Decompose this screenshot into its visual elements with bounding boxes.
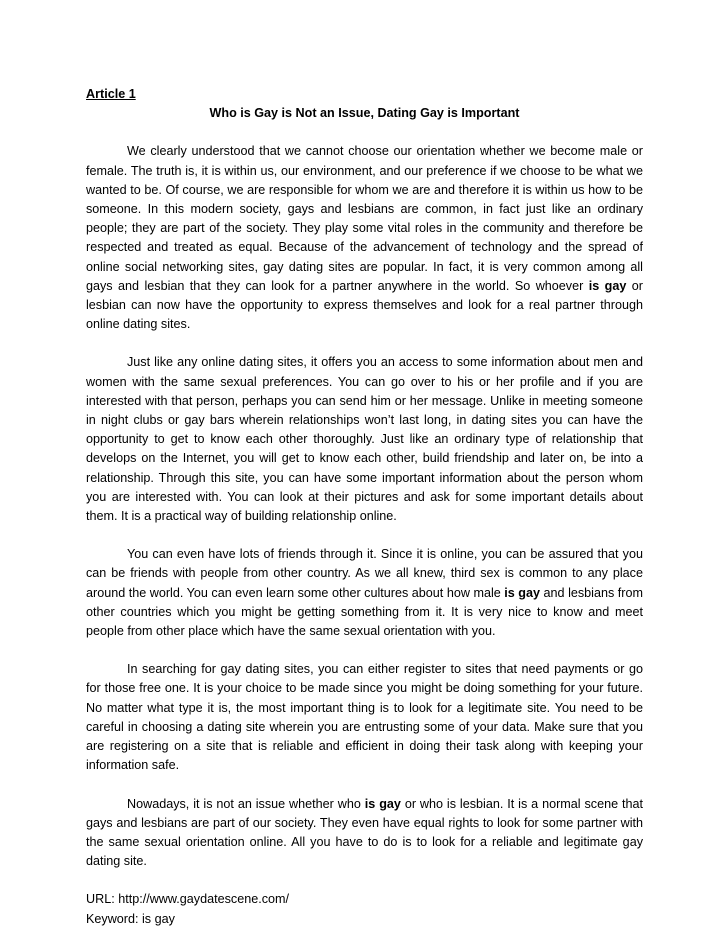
- keyword-highlight: is gay: [504, 585, 541, 600]
- paragraph-4: In searching for gay dating sites, you can either register to sites that need payments or go for those free one. It is your choice to be made since you might be doing something for your future. No matter what type it is, the most important thing is to look for a legitimate site. You need to be careful in choosing a dating site wherein you are entrusting some of your data. Make sure that you are registering on a site that is reliable and efficient in doing their task along with keeping your information safe.: [86, 662, 643, 773]
- keyword-highlight: is gay: [588, 278, 627, 293]
- keyword-line: Keyword: is gay: [86, 911, 175, 926]
- keyword-highlight: is gay: [364, 796, 401, 811]
- paragraph-3: [86, 545, 643, 641]
- paragraph-text: or lesbian can now have the opportunity to express themselves and look for a real partner through online dating sites.: [86, 278, 644, 332]
- paragraph-text: We clearly understood that we cannot choose our orientation whether we become male or female. The truth is, it is within us, our environment, and our preference if we choose to be what we wanted to be. Of course, we are responsible for whom we are and therefore it is within us how to be someone. In this modern society, gays and lesbians are common, in fact just like an ordinary people; they are part of the society. They play some vital roles in the community and therefore be respected and treated as equal. Because of the advancement of technology and the spread of online social networking sites, gay dating sites are popular. In fact, it is very common among all gays and lesbian that they can look for a partner anywhere in the world. So whoever: [86, 144, 643, 293]
- document-page: [86, 85, 643, 929]
- paragraph-text: Nowadays, it is not an issue whether who: [127, 796, 365, 811]
- paragraph-text: You can even have lots of friends through it. Since it is online, you can be assured that you can be friends with people from other country. As we all knew, third sex is common to any place around the world. You can even learn some other cultures about how male: [86, 547, 643, 600]
- article-title: Who is Gay is Not an Issue, Dating Gay is Important: [209, 106, 520, 121]
- paragraph-5: [86, 795, 643, 872]
- paragraph-text: or who is lesbian. It is a normal scene that gays and lesbians are part of our society. They even have equal rights to look for some partner with the same sexual orientation online. All you have to do is to look for a reliable and legitimate gay dating site.: [86, 796, 643, 869]
- paragraph-text: and lesbians from other countries which you might be getting something from it. It is very nice to know and meet people from other place which have the same sexual orientation with you.: [86, 585, 643, 639]
- url-line: URL: http://www.gaydatescene.com/: [86, 892, 289, 907]
- article-heading: Article 1: [86, 87, 136, 101]
- paragraph-1: [86, 142, 643, 334]
- paragraph-2: Just like any online dating sites, it offers you an access to some information about men and women with the same sexual preferences. You can go over to his or her profile and if you are interested with that person, perhaps you can send him or her message. Unlike in meeting someone in night clubs or gay bars wherein relationships won’t last long, in dating sites you can have the opportunity to get to know each other thoroughly. Just like an ordinary type of relationship that develops on the Internet, you will get to know each other, build friendship and later on, be into a relationship. Through this site, you can have some important information about the person whom you are interested with. You can look at their pictures and ask for some important details about them. It is a practical way of building relationship online.: [86, 355, 643, 524]
